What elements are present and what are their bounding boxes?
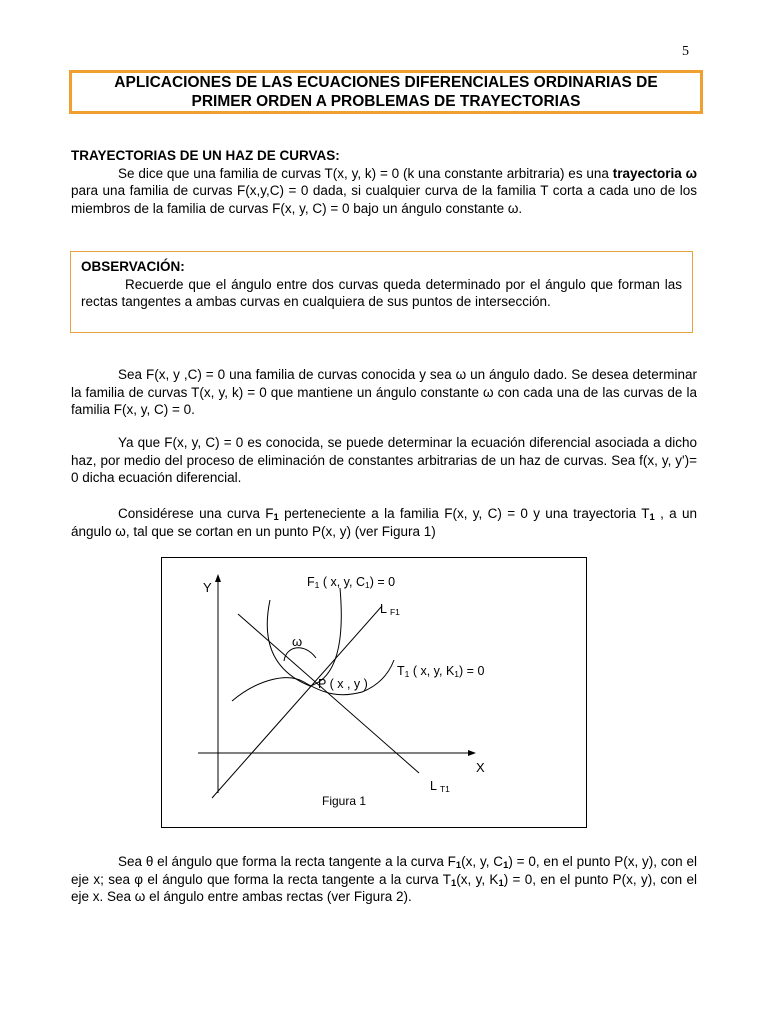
section-trayectorias (71, 147, 697, 217)
paragraph-5 (71, 853, 697, 906)
figure-caption: Figura 1 (322, 794, 367, 808)
paragraph-5-part-e: ) = 0, en el punto P(x, y), con el eje x. Sea ω el ángulo entre ambas rectas (ver Figura 2). (71, 871, 697, 904)
t1-label: T1 ( x, y, K1) = 0 (397, 664, 485, 679)
paragraph-4-sub-1: 1 (273, 512, 279, 523)
paragraph-5-sub-2: 1 (503, 860, 509, 871)
f1-label: F1 ( x, y, C1) = 0 (307, 575, 396, 590)
y-axis-label: Y (203, 580, 212, 595)
paragraph-5-sub-4: 1 (498, 877, 504, 889)
observation-text: Recuerde que el ángulo entre dos curvas queda determinado por el ángulo que forman las rectas tangentes a ambas curvas en cualquiera de sus puntos de intersección. (81, 276, 682, 309)
paragraph-4 (71, 505, 697, 540)
paragraph-4-sub-2: 1 (649, 512, 655, 523)
paragraph-3 (71, 434, 697, 487)
page-number: 5 (682, 44, 689, 59)
paragraph-5-part-c: ) = 0, en el punto P(x, y), con el eje x; sea φ el ángulo que forma la recta tangente a la curva T (71, 854, 697, 887)
observation-heading: OBSERVACIÓN: (81, 259, 185, 274)
y-axis-arrow (215, 574, 221, 582)
title-box (69, 70, 703, 114)
tangent-line-lt1 (238, 614, 419, 773)
paragraph-4-part-c: , a un ángulo ω, tal que se cortan en un punto P(x, y) (ver Figura 1) (71, 506, 698, 539)
point-p-label: P ( x , y ) (318, 677, 368, 691)
paragraph-5-sub-3: 1 (451, 877, 457, 889)
paragraph-4-part-b: perteneciente a la familia F(x, y, C) = 0 y una trayectoria T (278, 506, 650, 521)
lf1-label: L F1 (380, 602, 400, 617)
lt1-label: L T1 (430, 779, 450, 794)
x-axis-label: X (476, 760, 485, 775)
figure-1-diagram (162, 558, 588, 829)
figure-1 (161, 557, 587, 828)
definition-paragraph (71, 165, 697, 218)
title-line-1: APLICACIONES DE LAS ECUACIONES DIFERENCIALES ORDINARIAS DE (114, 74, 658, 91)
paragraph-5-sub-1: 1 (455, 860, 462, 871)
section-heading: TRAYECTORIAS DE UN HAZ DE CURVAS: (71, 148, 340, 163)
paragraph-4-part-a: Considérese una curva F (118, 506, 274, 521)
paragraph-3-text: Ya que F(x, y, C) = 0 es conocida, se puede determinar la ecuación diferencial asociada a dicho haz, por medio del proceso de eliminación de constantes arbitrarias de un haz de curvas. Sea f(x, y, y')= 0 dicha ecuación diferencial. (71, 435, 697, 485)
paragraph-5-part-b: (x, y, C (461, 854, 504, 869)
observation-paragraph (81, 276, 682, 311)
definition-bold: trayectoria ω (612, 165, 697, 181)
x-axis-arrow (468, 750, 476, 756)
paragraph-2-text: Sea F(x, y ,C) = 0 una familia de curvas conocida y sea ω un ángulo dado. Se desea determinar la familia de curvas T(x, y, k) = 0 que mantiene un ángulo constante ω con cada una de las curvas de la familia F(x, y, C) = 0. (71, 367, 697, 417)
omega-label: ω (292, 634, 303, 649)
paragraph-2 (71, 366, 697, 419)
paragraph-5-part-d: (x, y, K (456, 871, 499, 887)
paragraph-5-part-a: Sea θ el ángulo que forma la recta tangente a la curva F (118, 854, 456, 869)
definition-start: Se dice que una familia de curvas T(x, y, k) = 0 (k una constante arbitraria) es una (118, 165, 609, 181)
observation-box (70, 251, 693, 333)
definition-end: para una familia de curvas F(x,y,C) = 0 dada, si cualquier curva de la familia T corta a cada uno de los miembros de la familia de curvas F(x, y, C) = 0 bajo un ángulo constante ω. (71, 183, 697, 216)
title-line-2: PRIMER ORDEN A PROBLEMAS DE TRAYECTORIAS (191, 93, 581, 110)
curve-f1 (267, 588, 341, 686)
